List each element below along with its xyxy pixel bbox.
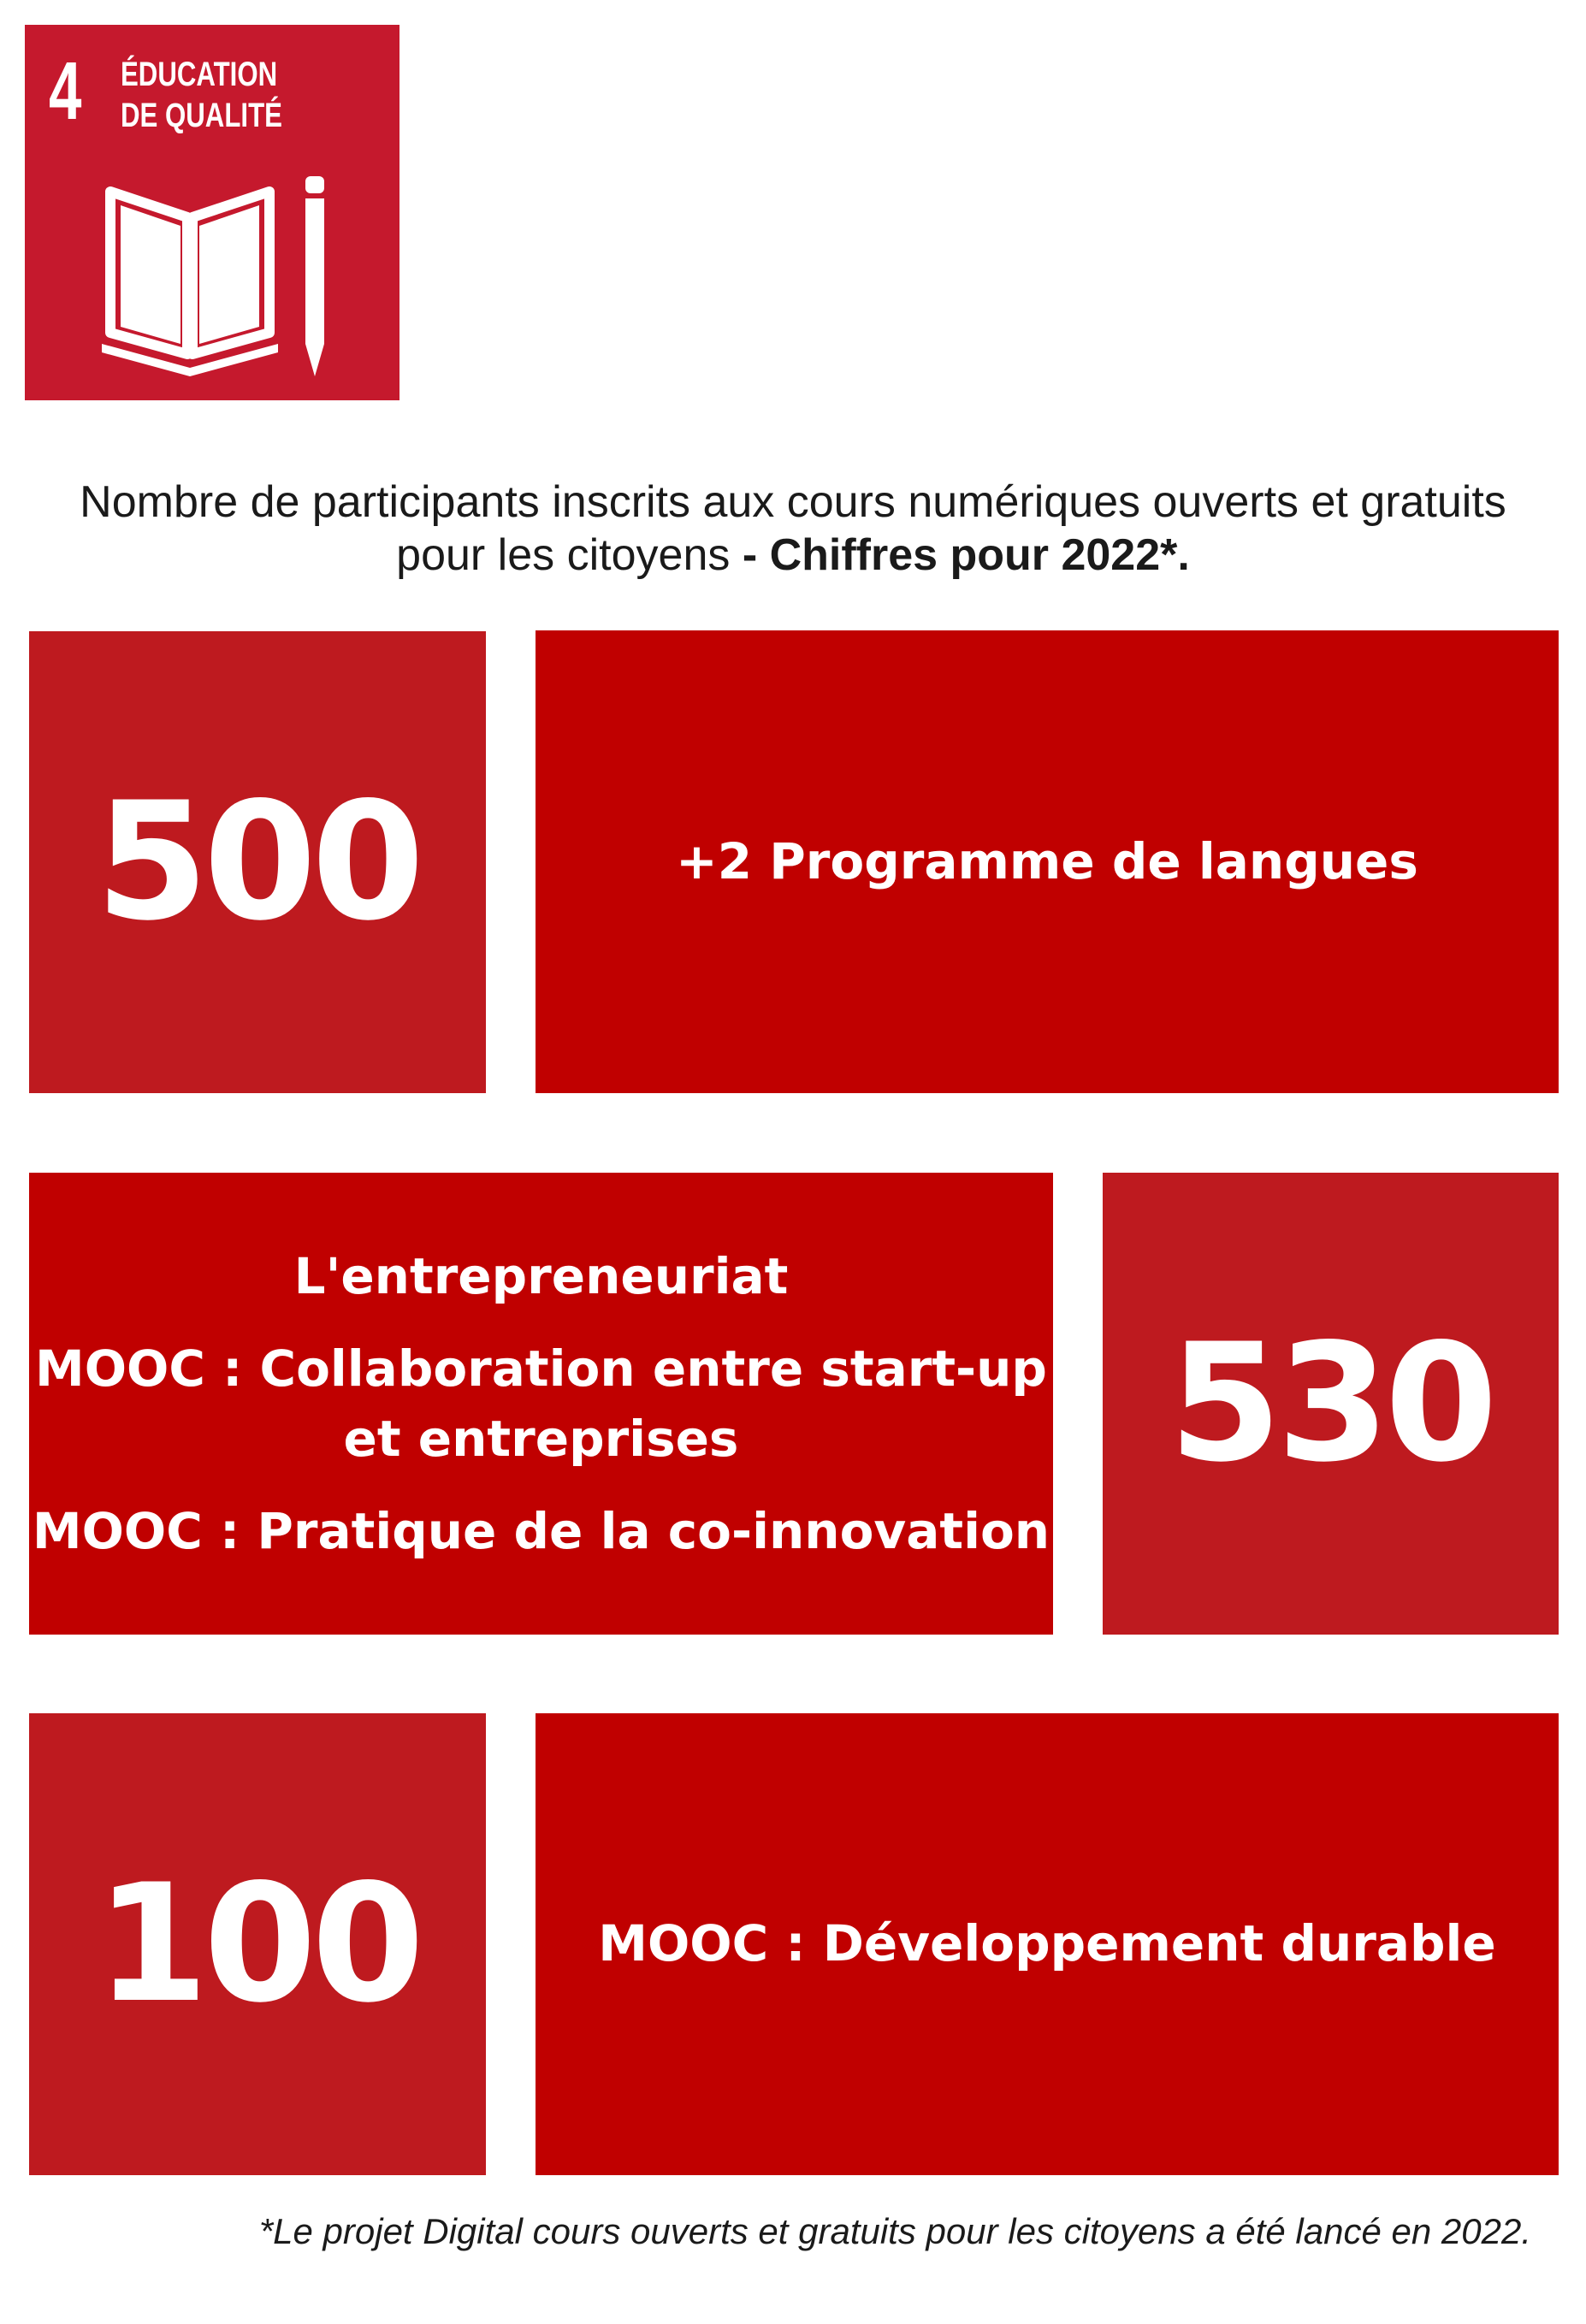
figure-tile-entrepreneurship — [1103, 1173, 1559, 1635]
figure-tile-sustainability — [29, 1713, 486, 2175]
sdg-title-line-2: DE QUALITÉ — [121, 97, 282, 134]
sdg-number: 4 — [49, 45, 82, 137]
sdg-4-badge — [25, 25, 399, 400]
label-tile-sustainability — [536, 1713, 1559, 2175]
label-entrepreneurship-line-2: MOOC : Collaboration entre start-up — [35, 1339, 1047, 1398]
figure-tile-languages — [29, 631, 486, 1093]
label-entrepreneurship-line-4: MOOC : Pratique de la co-innovation — [32, 1502, 1050, 1560]
sdg-title — [121, 54, 282, 136]
intro-text — [51, 476, 1535, 582]
label-entrepreneurship — [33, 1241, 1050, 1566]
label-languages: +2 Programme de langues — [676, 831, 1418, 890]
intro-description: Nombre de participants inscrits aux cours numériques ouverts et gratuits pour les citoyens — [80, 477, 1506, 580]
figure-sustainability: 100 — [95, 1849, 420, 2038]
book-and-pencil-icon — [102, 174, 358, 380]
label-tile-entrepreneurship — [29, 1173, 1053, 1635]
intro-emphasis: - Chiffres pour 2022*. — [742, 530, 1190, 580]
footnote: *Le projet Digital cours ouverts et gratuits pour les citoyens a été lancé en 2022. — [258, 2211, 1531, 2251]
label-entrepreneurship-line-1: L'entrepreneuriat — [293, 1247, 789, 1305]
label-sustainability: MOOC : Développement durable — [598, 1914, 1496, 1973]
sdg-title-line-1: ÉDUCATION — [121, 56, 278, 93]
figure-languages: 500 — [95, 767, 420, 956]
label-tile-languages — [536, 630, 1559, 1093]
figure-entrepreneurship: 530 — [1169, 1309, 1493, 1498]
label-entrepreneurship-line-3: et entreprises — [343, 1410, 739, 1468]
